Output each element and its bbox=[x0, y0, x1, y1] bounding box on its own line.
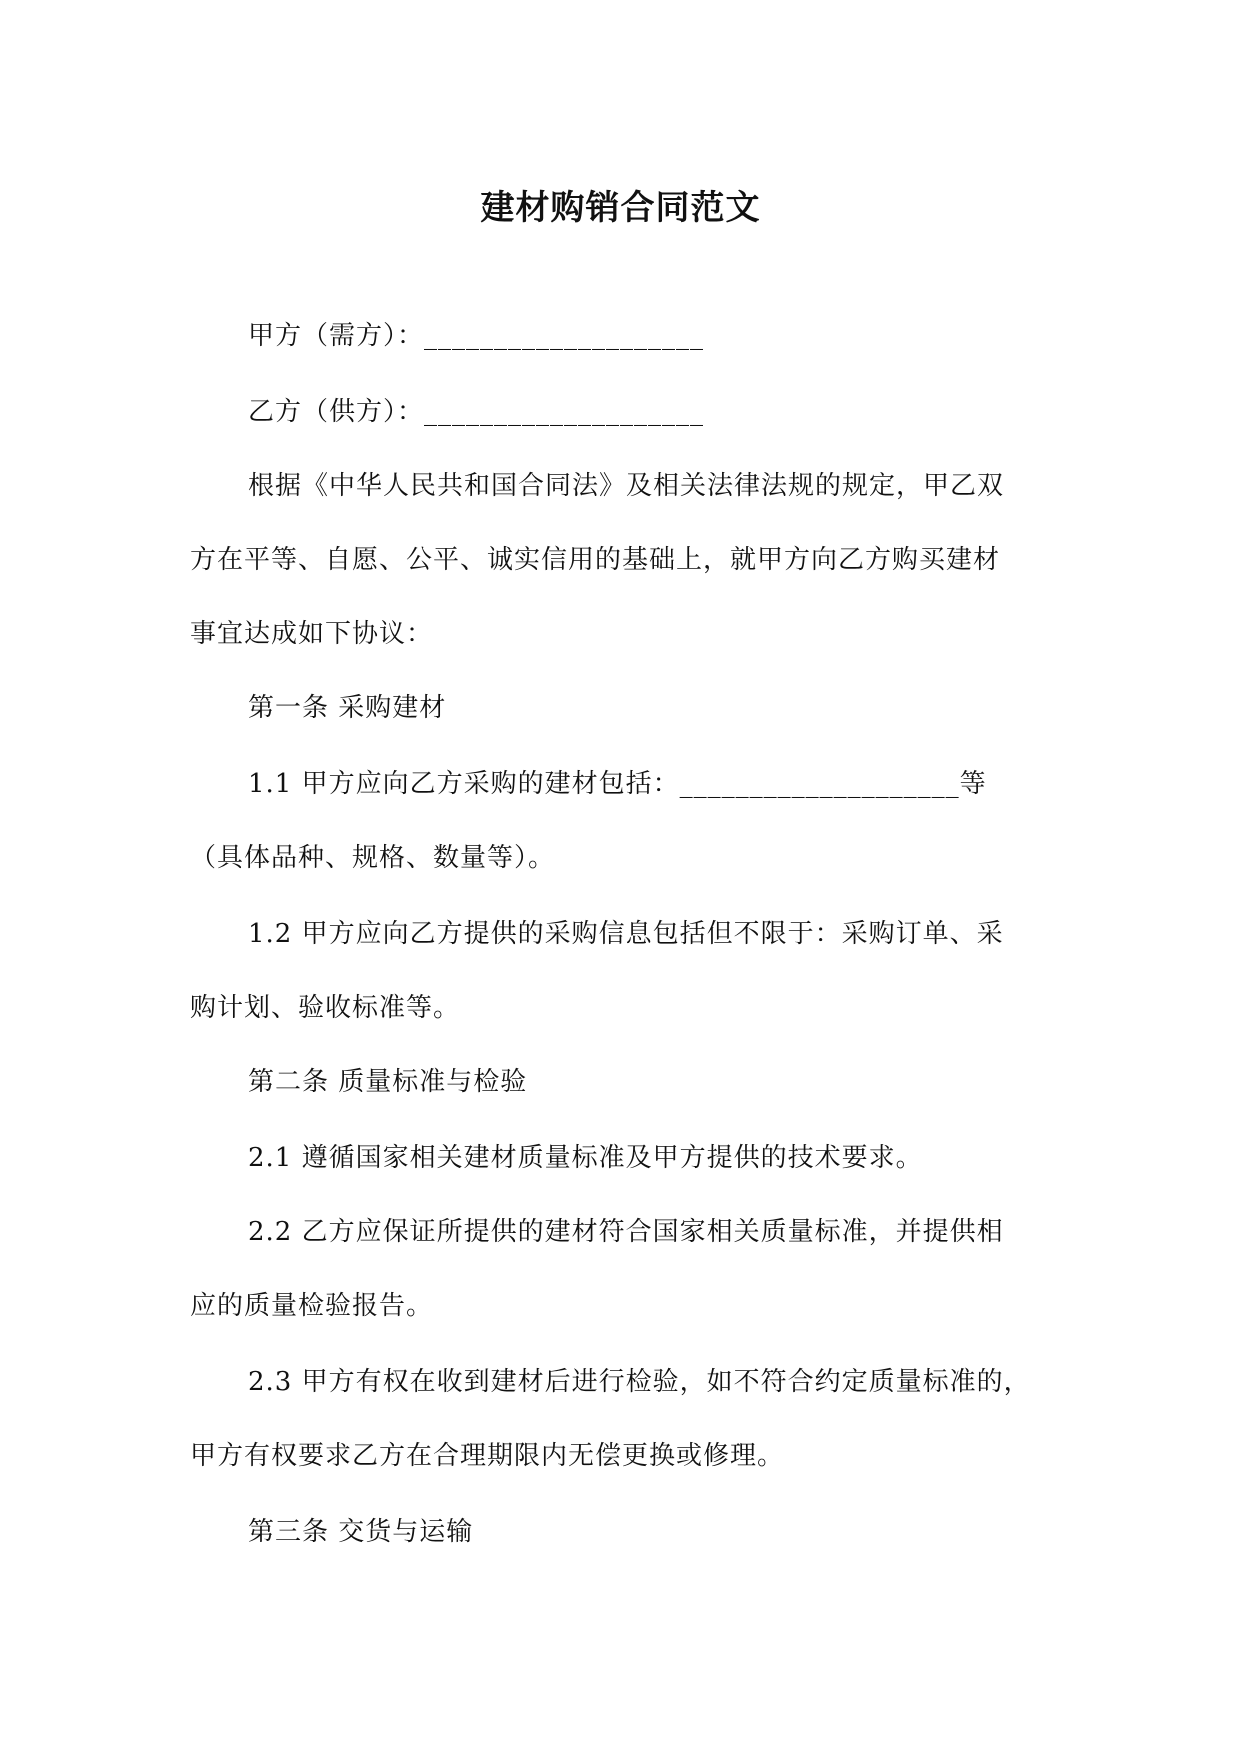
preamble-line-3: 事宜达成如下协议： bbox=[190, 619, 434, 649]
preamble-line-2: 方在平等、自愿、公平、诚实信用的基础上，就甲方向乙方购买建材 bbox=[190, 545, 1001, 575]
article-1-heading: 第一条 采购建材 bbox=[248, 693, 447, 723]
clause-1-2-line-2: 购计划、验收标准等。 bbox=[190, 993, 461, 1023]
article-2-heading: 第二条 质量标准与检验 bbox=[248, 1067, 528, 1097]
preamble-line-1: 根据《中华人民共和国合同法》及相关法律法规的规定，甲乙双 bbox=[248, 471, 1005, 501]
clause-2-2-line-1: 2.2 乙方应保证所提供的建材符合国家相关质量标准，并提供相 bbox=[248, 1217, 1004, 1247]
clause-2-2-line-2: 应的质量检验报告。 bbox=[190, 1291, 434, 1321]
clause-1-2-line-1: 1.2 甲方应向乙方提供的采购信息包括但不限于：采购订单、采 bbox=[248, 919, 1004, 949]
clause-2-3-line-1: 2.3 甲方有权在收到建材后进行检验，如不符合约定质量标准的， bbox=[248, 1367, 1031, 1397]
clause-2-1: 2.1 遵循国家相关建材质量标准及甲方提供的技术要求。 bbox=[248, 1143, 923, 1173]
document-title: 建材购销合同范文 bbox=[480, 188, 761, 228]
party-b-line: 乙方（供方）：____________________ bbox=[248, 397, 705, 427]
article-3-heading: 第三条 交货与运输 bbox=[248, 1517, 474, 1547]
party-a-line: 甲方（需方）：____________________ bbox=[248, 321, 705, 351]
clause-2-3-line-2: 甲方有权要求乙方在合理期限内无偿更换或修理。 bbox=[190, 1441, 785, 1471]
clause-1-1-line-1: 1.1 甲方应向乙方采购的建材包括：____________________等 bbox=[248, 769, 987, 799]
clause-1-1-line-2: （具体品种、规格、数量等）。 bbox=[190, 843, 556, 873]
